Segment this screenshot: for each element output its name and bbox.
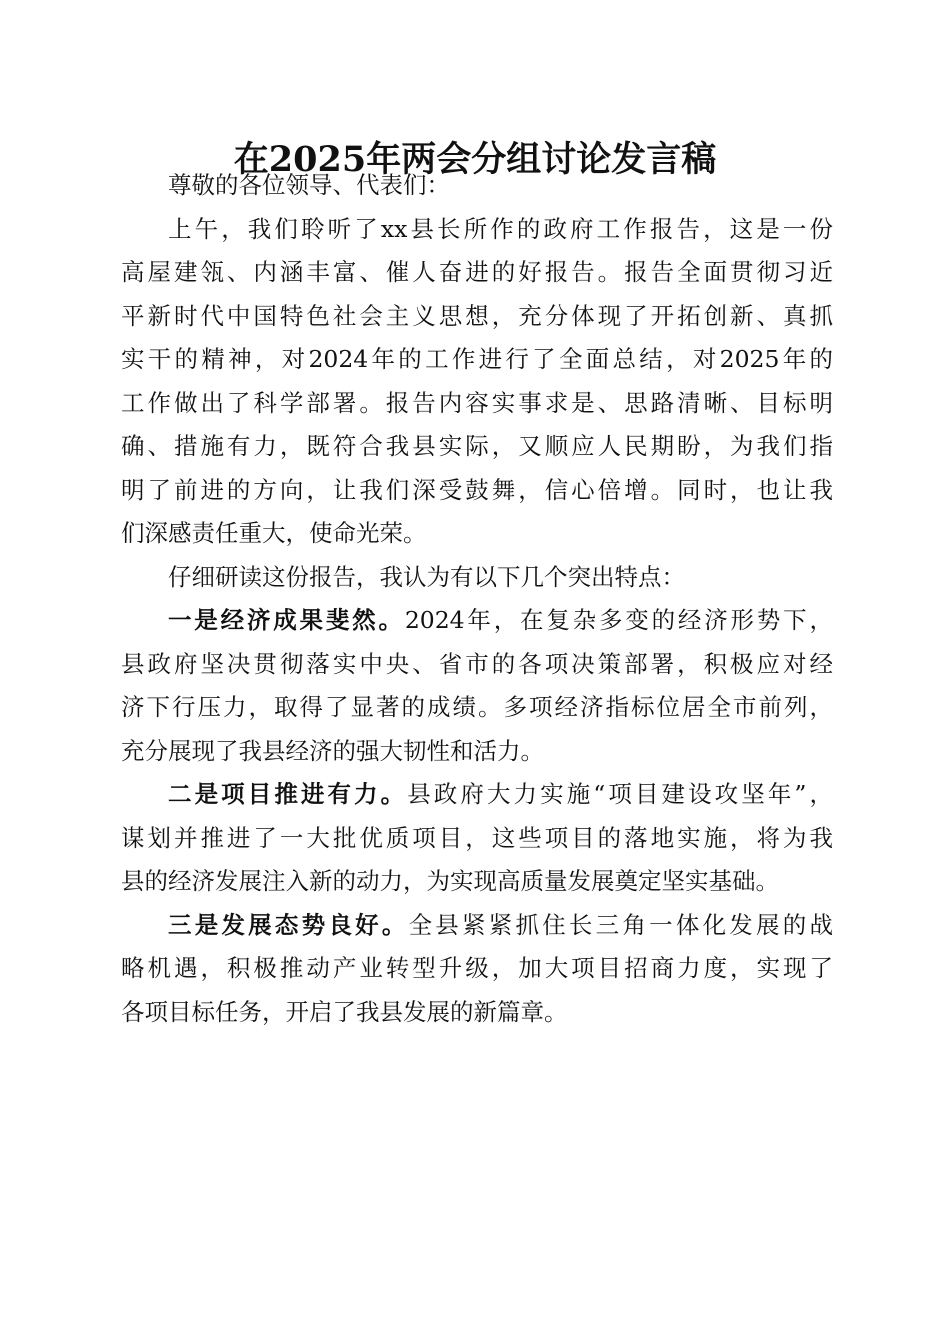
- p5-lead: 三是发展态势良好。: [168, 910, 409, 939]
- p4-line-3: 县的经济发展注入新的动力，为实现高质量发展奠定坚实基础。: [121, 867, 779, 895]
- p5-line-1: [121, 904, 833, 948]
- p1-line-6: 确、措施有力，既符合我县实际，又顺应人民期盼，为我们指: [121, 432, 833, 460]
- p3-line-1: [121, 599, 833, 643]
- p1-line-8: 们深感责任重大，使命光荣。: [121, 519, 427, 547]
- p3-line-3: 济下行压力，取得了显著的成绩。多项经济指标位居全市前列，: [121, 693, 833, 721]
- p4-line-1: [121, 773, 833, 817]
- p2-line-1: 仔细研读这份报告，我认为有以下几个突出特点：: [168, 562, 685, 591]
- p1-line-5: 工作做出了科学部署。报告内容实事求是、思路清晰、目标明: [121, 388, 833, 417]
- p5-first-rest: 全县紧紧抓住长三角一体化发展的战: [408, 910, 833, 939]
- p4-lead: 二是项目推进有力。: [168, 780, 408, 808]
- p4-first-rest: 县政府大力实施“项目建设攻坚年”，: [407, 780, 834, 808]
- p3-line-4: 充分展现了我县经济的强大韧性和活力。: [121, 736, 544, 765]
- p3-first-rest: 2024年，在复杂多变的经济形势下，: [404, 606, 833, 634]
- p3-line-2: 县政府坚决贯彻落实中央、省市的各项决策部署，积极应对经: [121, 649, 833, 678]
- document-body: [121, 164, 833, 1034]
- p1-line-1: 上午，我们聆听了xx县长所作的政府工作报告，这是一份: [168, 214, 833, 243]
- p5-line-3: 各项目标任务，开启了我县发展的新篇章。: [121, 997, 568, 1026]
- p1-line-3: 平新时代中国特色社会主义思想，充分体现了开拓创新、真抓: [121, 301, 833, 330]
- document-title: 在2025年两会分组讨论发言稿: [233, 139, 717, 180]
- p1-line-2: 高屋建瓴、内涵丰富、催人奋进的好报告。报告全面贯彻习近: [121, 258, 833, 286]
- p3-lead: 一是经济成果斐然。: [168, 606, 405, 634]
- p1-line-4: 实干的精神，对2024年的工作进行了全面总结，对2025年的: [121, 345, 833, 373]
- salutation: 尊敬的各位领导、代表们：: [168, 171, 450, 199]
- p1-line-7: 明了前进的方向，让我们深受鼓舞，信心倍增。同时，也让我: [121, 475, 833, 504]
- p4-line-2: 谋划并推进了一大批优质项目，这些项目的落地实施，将为我: [121, 823, 833, 852]
- p5-line-2: 略机遇，积极推动产业转型升级，加大项目招商力度，实现了: [121, 954, 833, 982]
